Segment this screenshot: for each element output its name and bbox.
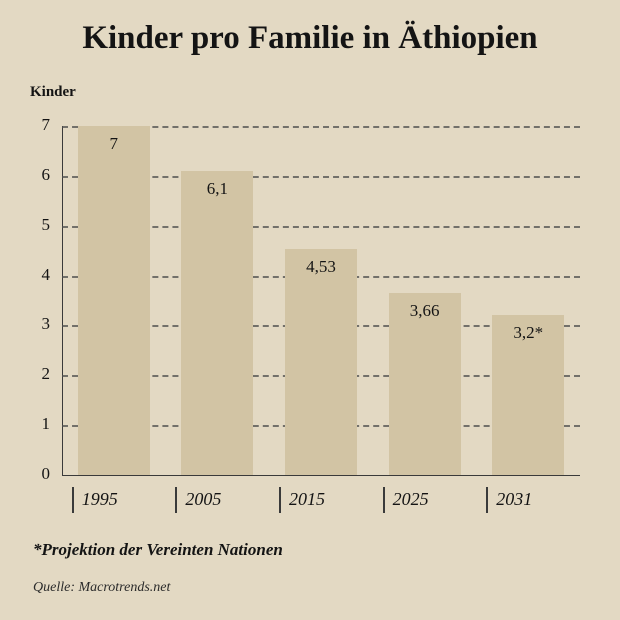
x-axis-label: 1995 bbox=[81, 489, 118, 509]
x-axis-tick bbox=[175, 487, 177, 513]
y-axis-tick-label: 7 bbox=[41, 115, 50, 134]
x-axis-tick bbox=[72, 487, 74, 513]
page-title: Kinder pro Familie in Äthiopien bbox=[82, 20, 538, 56]
x-axis-label: 2005 bbox=[185, 489, 222, 509]
x-axis-label: 2025 bbox=[392, 489, 429, 509]
x-axis-tick bbox=[279, 487, 281, 513]
bar[interactable] bbox=[181, 171, 253, 475]
bar-value-label: 6,1 bbox=[206, 178, 229, 198]
y-axis-label: Kinder bbox=[30, 84, 76, 100]
source-note: Quelle: Macrotrends.net bbox=[33, 580, 171, 595]
bar[interactable] bbox=[78, 126, 150, 475]
bar-value-label: 3,66 bbox=[409, 300, 440, 320]
y-axis-tick-label: 4 bbox=[41, 264, 50, 284]
bar[interactable] bbox=[389, 293, 461, 475]
y-axis-line bbox=[62, 126, 63, 475]
y-axis-tick-label: 2 bbox=[41, 364, 50, 384]
plot-area bbox=[41, 115, 580, 483]
bar[interactable] bbox=[285, 249, 357, 475]
y-axis-tick-label: 3 bbox=[41, 314, 50, 334]
bar-value-label: 4,53 bbox=[306, 257, 336, 277]
bar-value-label: 3,2* bbox=[513, 323, 544, 343]
x-axis-label: 2031 bbox=[496, 489, 533, 509]
x-axis-tick bbox=[486, 487, 488, 513]
bar-value-label: 7 bbox=[109, 134, 119, 153]
bar[interactable] bbox=[492, 315, 564, 475]
y-axis-tick-label: 6 bbox=[41, 164, 50, 184]
y-axis-tick-label: 5 bbox=[41, 214, 50, 234]
y-axis-tick-label: 1 bbox=[41, 414, 50, 434]
y-axis-tick-label: 0 bbox=[41, 464, 50, 483]
x-axis-label: 2015 bbox=[289, 489, 325, 509]
footnote: *Projektion der Vereinten Nationen bbox=[33, 540, 283, 559]
gridline bbox=[62, 475, 580, 476]
x-axis-labels bbox=[62, 487, 580, 527]
x-axis-tick bbox=[383, 487, 385, 513]
